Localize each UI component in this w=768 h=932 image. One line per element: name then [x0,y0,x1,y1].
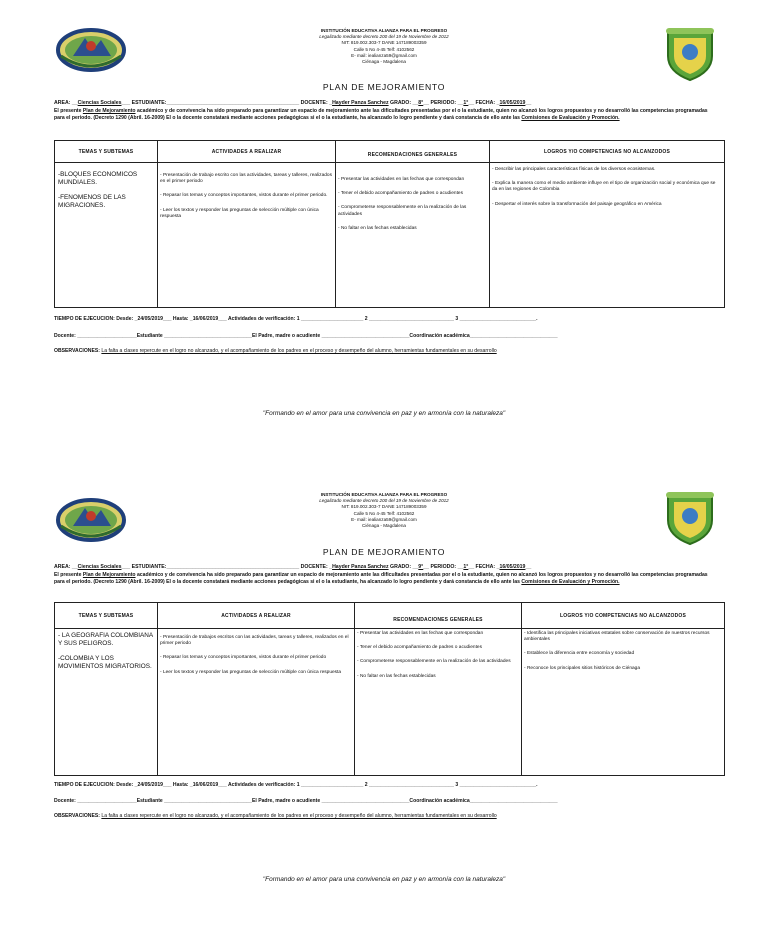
teacher-value: Hayder Panza Sanchez [332,100,389,106]
header-actividades: ACTIVIDADES A REALIZAR [158,141,336,163]
tema-item: -BLOQUES ECONOMICOS MUNDIALES. [58,171,138,186]
school-shield-logo [664,490,716,546]
signatures-line: Docente: _____________________Estudiante _______________________________El Padre, madre o acudiente _______________________________Coordinación académica_______________________________ [54,798,558,804]
header-recomendaciones: RECOMENDACIONES GENERALES [355,603,522,629]
observaciones-line [54,348,716,354]
observaciones-line [54,813,716,819]
school-emblem-logo [55,26,127,74]
temas-cell [55,163,158,308]
tema-item: -FENOMENOS DE LAS MIGRACIONES. [58,194,126,209]
actividad-item: - Leer los textos y responder las preguntas de selección múltiple con única respuesta [160,208,333,220]
observaciones-label: OBSERVACIONES: [54,348,100,354]
signatures-line: Docente: _____________________Estudiante _______________________________El Padre, madre o acudiente _______________________________Coordinación académica_______________________________ [54,333,558,339]
plan-link: Plan de Mejoramiento [82,108,136,114]
date-value: 16/05/2019 [499,100,526,106]
actividad-item: - Leer los textos y responder las preguntas de selección múltiple con única respuesta [160,670,352,676]
observaciones-text: La falta a clases repercute en el logro no alcanzado, y el acompañamiento de los padres en el proceso y desempeño del alumno, herramientas fundamentales en su desarrollo [101,348,497,354]
header-recomendaciones: RECOMENDACIONES GENERALES [336,141,490,163]
city: Ciénaga - Magdalena [362,523,406,529]
logros-cell [490,163,725,308]
actividad-item: - Repasar los temas y conceptos importantes, vistos durante el primer periodo. [160,193,333,199]
address: Calle 5 No 4-45 Telf: 4102562 [353,510,415,516]
commissions-link: Comisiones de Evaluación y Promoción. [521,114,620,121]
actividad-item: - Presentación de trabajos escritos con las actividades, tareas y talleres, realizados en el primer periodo [160,635,352,647]
temas-cell [55,629,158,776]
actividad-item: - Presentación de trabajo escrito con las actividades, tareas y talleres, realizados en el primer periodo [160,173,333,185]
header-actividades: ACTIVIDADES A REALIZAR [158,603,355,629]
school-emblem-logo [55,496,127,544]
logro-item: - Identifica las principales iniciativas estatales sobre conservación de nuestros recursos ambientales [524,631,722,643]
teacher-label: DOCENTE: [300,564,328,570]
header-temas: TEMAS Y SUBTEMAS [55,141,158,163]
student-label: ESTUDIANTE: [131,564,167,570]
recomendacion-item: - Comprometerse responsablemente en la realización de las actividades [338,205,487,217]
motto: "Formando en el amor para una convivencia en paz y en armonía con la naturaleza" [262,876,506,883]
student-label: ESTUDIANTE: [131,100,167,106]
plan-link: Plan de Mejoramiento [82,572,136,578]
email: E- mail: iealianza59@gmail.com [351,516,417,522]
plan-table [54,140,725,308]
grade-label: GRADO: [390,100,412,106]
teacher-value: Hayder Panza Sanchez [332,564,389,570]
actividad-item: - Repasar los temas y conceptos importantes, vistos durante el primer periodo [160,655,352,661]
recomendacion-item: - No faltar en las fechas establecidas [338,226,487,232]
page-title: PLAN DE MEJORAMIENTO [322,82,446,92]
logro-item: - Describir las principales características físicas de los diversos ecosistemas. [492,167,722,173]
recomendacion-item: - Tener el debido acompañamiento de padres o acudientes [357,645,519,651]
institution-name: INSTITUCIÓN EDUCATIVA ALIANZA PARA EL PROGRESO [320,28,448,33]
presentation-text-2: académico y de convivencia ha sido preparado para garantizar un espacio de mejoramiento ante las dificultades presentadas por el o la estudiante, quien no alcanzó los logros propuestos y no desarrolló las competencias programadas para el periodo. (Decreto 1290 (Abril. 16-2009) El o la docente constatará mediante acciones pedagógicas si el o la estudiante, ha alcanzado lo logro pendiente y dará constancia de ello ante las [54,108,708,121]
period-label: PERIODO: [430,564,457,570]
observaciones-text: La falta a clases repercute en el logro no alcanzado, y el acompañamiento de los padres en el proceso y desempeño del alumno, herramientas fundamentales en su desarrollo [101,813,497,819]
logros-cell [522,629,725,776]
logro-item: - Reconoce los principales sitios históricos de Ciénaga [524,666,722,672]
teacher-label: DOCENTE: [300,100,328,106]
presentation-paragraph [54,108,716,122]
presentation-text-2: académico y de convivencia ha sido preparado para garantizar un espacio de mejoramiento ante las dificultades presentadas por el o la estudiante, quien no alcanzó los logros propuestos y no desarrolló las competencias programadas para el periodo. (Decreto 1290 (Abril. 16-2009) El o la docente constatará mediante acciones pedagógicas si el o la estudiante, ha alcanzado lo logro pendiente y dará constancia de ello ante las [54,572,708,585]
area-value: Ciencias Sociales [77,100,122,106]
logro-item: - Explica la manera como el medio ambiente influye en el tipo de organización social y económica que se da en las regiones de Colombia [492,181,722,193]
city: Ciénaga - Magdalena [362,59,406,65]
motto: "Formando en el amor para una convivencia en paz y en armonía con la naturaleza" [262,410,506,417]
institution-name: INSTITUCIÓN EDUCATIVA ALIANZA PARA EL PROGRESO [320,492,448,497]
actividades-cell [158,163,336,308]
institution-header [250,28,518,65]
presentation-text: El presente [54,572,83,578]
observaciones-label: OBSERVACIONES: [54,813,100,819]
commissions-link: Comisiones de Evaluación y Promoción. [521,578,620,585]
header-temas: TEMAS Y SUBTEMAS [55,603,158,629]
page-title: PLAN DE MEJORAMIENTO [322,547,446,557]
recomendaciones-cell [336,163,490,308]
actividades-cell [158,629,355,776]
logro-item: - Establece la diferencia entre economía y sociedad [524,651,722,657]
student-info-line: AREA: __Ciencias Sociales___ ESTUDIANTE:______________________________________________ DOCENTE: _Hayder Panza Sanchez GRADO: __8°__ PERIODO: __1°__ FECHA: _16/05/2019__ [54,100,532,106]
recomendacion-item: - Presentar las actividades en las fechas que correspondan [338,177,487,183]
execution-time-line: TIEMPO DE EJECUCION: Desde: _24/05/2019___ Hasta: _16/06/2019___ Actividades de verificación: 1 ______________________ 2 ______________________________ 3 ___________________________. [54,316,538,322]
tema-item: -COLOMBIA Y LOS MOVIMIENTOS MIGRATORIOS. [58,655,152,670]
period-label: PERIODO: [430,100,457,106]
recomendacion-item: - Tener el debido acompañamiento de padres o acudientes [338,191,487,197]
grade-value: 8° [418,100,424,106]
legal-decree: Legalizado mediante decreto 200 del 19 de Noviembre de 2012 [319,498,449,504]
nit-dane: NIT: 819.002.303-7 DANE 147189003359 [341,504,427,510]
recomendacion-item: - No faltar en las fechas establecidas [357,674,519,680]
student-info-line: AREA: __Ciencias Sociales___ ESTUDIANTE:______________________________________________ DOCENTE: _Hayder Panza Sanchez GRADO: __9°__ PERIODO: __1°__ FECHA: _16/05/2019__ [54,564,532,570]
logro-item: - Despertar el interés sobre la transformación del paisaje geográfico en América [492,202,722,208]
period-value: 1° [463,100,469,106]
presentation-text: El presente [54,108,83,114]
header-logros: LOGROS Y/O COMPETENCIAS NO ALCANZODOS [490,141,725,163]
nit-dane: NIT: 819.002.303-7 DANE 147189003359 [341,40,427,46]
period-value: 1° [463,564,469,570]
date-value: 16/05/2019 [499,564,526,570]
area-value: Ciencias Sociales [77,564,122,570]
area-label: AREA: [54,564,71,570]
recomendacion-item: - Comprometerse responsablemente en la realización de las actividades [357,659,519,665]
presentation-paragraph [54,572,716,586]
legal-decree: Legalizado mediante decreto 200 del 19 de Noviembre de 2012 [319,34,449,40]
area-label: AREA: [54,100,71,106]
tema-item: - LA GEOGRAFIA COLOMBIANA Y SUS PELIGROS. [58,632,153,647]
recomendaciones-cell [355,629,522,776]
recomendacion-item: - Presentar las actividades en las fechas que correspondan [357,631,519,637]
institution-header [250,492,518,529]
school-shield-logo [664,26,716,82]
grade-value: 9° [418,564,424,570]
date-label: FECHA: [475,100,496,106]
execution-time-line: TIEMPO DE EJECUCION: Desde: _24/05/2019___ Hasta: _16/06/2019___ Actividades de verificación: 1 ______________________ 2 ______________________________ 3 ___________________________. [54,782,538,788]
email: E- mail: iealianza59@gmail.com [351,52,417,58]
plan-table [54,602,725,776]
date-label: FECHA: [475,564,496,570]
grade-label: GRADO: [390,564,412,570]
address: Calle 5 No 4-45 Telf: 4102562 [353,46,415,52]
header-logros: LOGROS Y/O COMPETENCIAS NO ALCANZODOS [522,603,725,629]
